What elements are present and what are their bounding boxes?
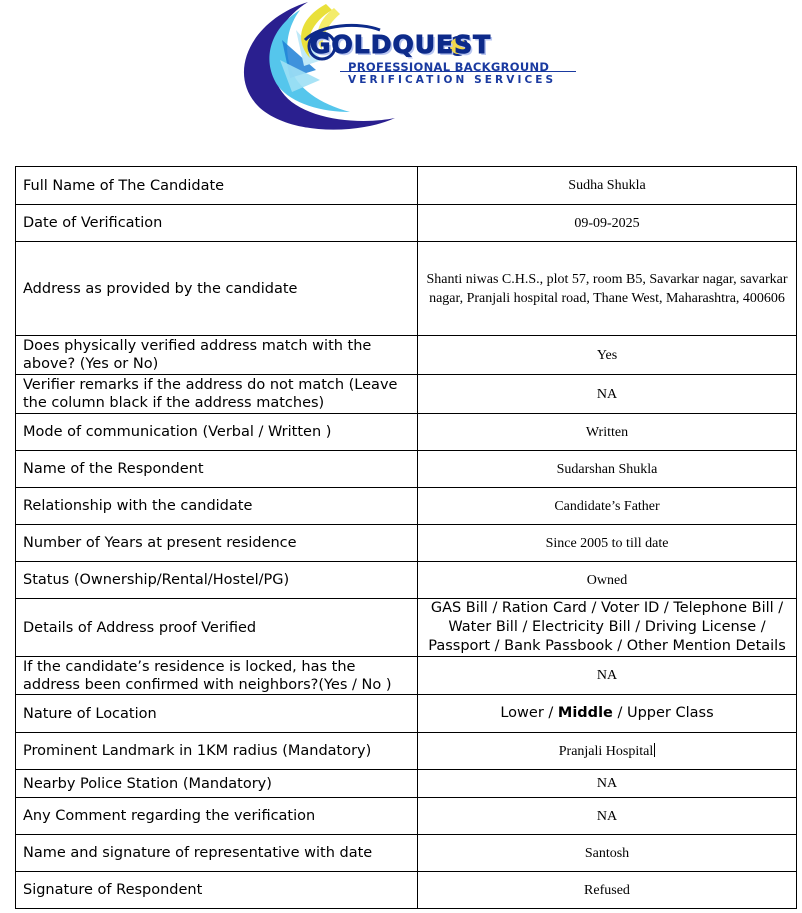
field-value: NA [418,375,797,414]
field-value: Owned [418,562,797,599]
table-row [16,336,797,375]
table-row [16,657,797,695]
field-value: Written [418,414,797,451]
field-value: Since 2005 to till date [418,525,797,562]
field-value: NA [418,770,797,798]
field-label: Prominent Landmark in 1KM radius (Mandatory) [16,733,418,770]
logo-tagline-2: VERIFICATION SERVICES [348,74,557,86]
logo-tagline-1: PROFESSIONAL BACKGROUND [348,60,550,74]
field-label: Relationship with the candidate [16,488,418,525]
table-row [16,599,797,657]
field-value: Sudarshan Shukla [418,451,797,488]
field-label: Does physically verified address match with the above? (Yes or No) [16,336,418,375]
field-label: Details of Address proof Verified [16,599,418,657]
table-row [16,375,797,414]
landmark-value: Pranjali Hospital [558,743,654,759]
table-row [16,488,797,525]
goldquest-logo [230,0,590,140]
location-option-lower: Lower / [500,705,558,721]
field-label: Signature of Respondent [16,872,418,909]
field-value: 09-09-2025 [418,205,797,242]
field-label: Address as provided by the candidate [16,242,418,336]
field-label: Verifier remarks if the address do not match (Leave the column black if the address matches) [16,375,418,414]
field-label: Date of Verification [16,205,418,242]
table-row [16,770,797,798]
field-value: Yes [418,336,797,375]
table-row [16,872,797,909]
field-value [418,695,797,733]
field-label: If the candidate’s residence is locked, has the address been confirmed with neighbors?(Yes / No ) [16,657,418,695]
field-label: Name of the Respondent [16,451,418,488]
table-row [16,562,797,599]
field-label: Status (Ownership/Rental/Hostel/PG) [16,562,418,599]
field-label: Any Comment regarding the verification [16,798,418,835]
table-row [16,733,797,770]
field-value: Sudha Shukla [418,167,797,205]
field-value: Santosh [418,835,797,872]
field-value: NA [418,798,797,835]
field-label: Nearby Police Station (Mandatory) [16,770,418,798]
text-cursor [654,743,655,757]
field-label: Name and signature of representative with date [16,835,418,872]
table-row [16,451,797,488]
field-label: Nature of Location [16,695,418,733]
location-option-upper: / Upper Class [612,705,714,721]
field-label: Number of Years at present residence [16,525,418,562]
table-row [16,414,797,451]
field-value: GAS Bill / Ration Card / Voter ID / Telephone Bill / Water Bill / Electricity Bill / Driving License / Passport / Bank Passbook / Other Mention Details [418,599,797,657]
field-label: Mode of communication (Verbal / Written ) [16,414,418,451]
table-row [16,167,797,205]
table-row [16,835,797,872]
field-value: Shanti niwas C.H.S., plot 57, room B5, Savarkar nagar, savarkar nagar, Pranjali hospital road, Thane West, Maharashtra, 400606 [418,242,797,336]
logo-wordmark: GOLDQUEST [310,30,492,59]
table-row [16,525,797,562]
table-row [16,205,797,242]
field-value: Candidate’s Father [418,488,797,525]
location-option-middle-selected: Middle [557,705,613,721]
address-verification-table [15,166,797,909]
field-value: NA [418,657,797,695]
field-value [418,733,797,770]
table-row [16,695,797,733]
table-row [16,798,797,835]
field-value: Refused [418,872,797,909]
field-label: Full Name of The Candidate [16,167,418,205]
table-row [16,242,797,336]
